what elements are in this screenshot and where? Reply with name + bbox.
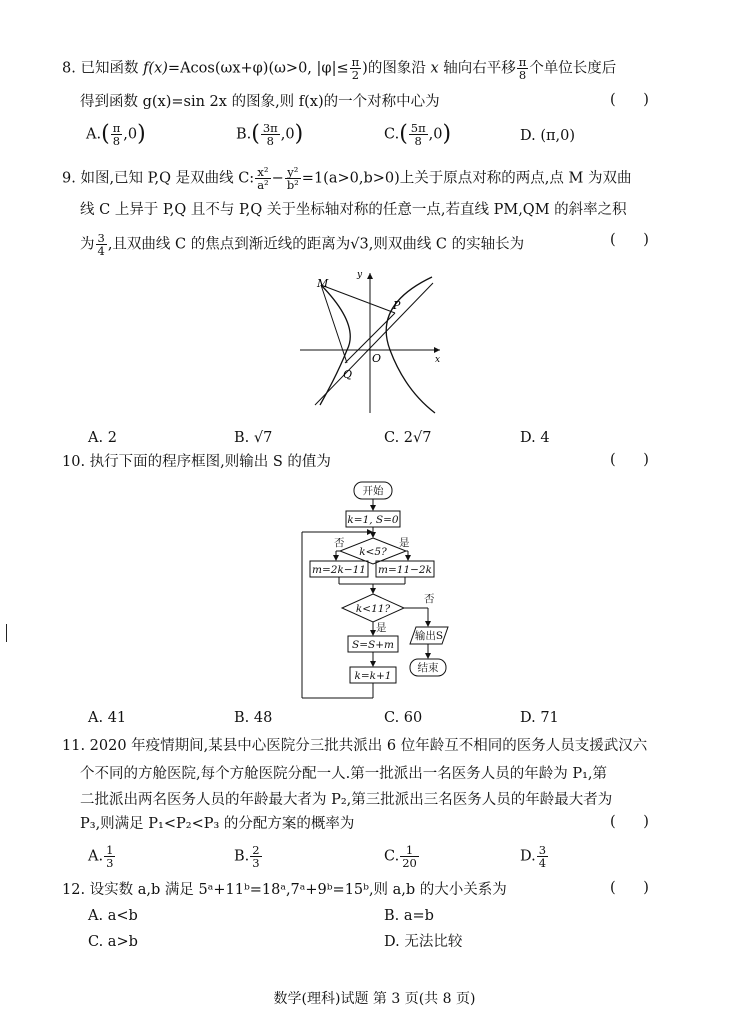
label-O: O [372, 352, 382, 365]
flow-cond1: k<5? [359, 546, 387, 558]
q11-option-d: D. $\frac{3}{4}$ [520, 843, 547, 870]
q12-option-c: C. a>b [88, 934, 138, 950]
y-axis-arrow [367, 273, 373, 279]
flow-inc: k=k+1 [354, 670, 392, 682]
q11-option-b: B. $\frac{2}{3}$ [234, 843, 260, 870]
q12-option-d: D. 无法比较 [384, 934, 463, 950]
label-P: P [393, 299, 401, 312]
flow-left: m=2k−11 [312, 564, 366, 576]
q11-option-c: C. $\frac{1}{20}$ [384, 843, 417, 870]
q8-option-b: B.( $\frac{3\pi}{8}$ ,0) [236, 121, 304, 148]
q10-option-c: C. 60 [384, 710, 423, 726]
asymptote-1 [315, 283, 433, 405]
q9-option-b: B. √7 [234, 430, 273, 446]
q10-option-d: D. 71 [520, 710, 559, 726]
q9-line3: 为 $\frac{3}{4}$ ,且双曲线 C 的焦点到渐近线的距离为√3,则双曲线 C 的实轴长为 [80, 231, 525, 258]
q11-answer-paren: ( ) [610, 814, 649, 830]
flow-right: m=11−2k [378, 564, 432, 576]
q12-answer-paren: ( ) [610, 880, 649, 896]
q8-line1: 8. 已知函数 f(x)=Acos(ωx+φ)(ω>0, |φ|≤ $\frac{\pi}{2}$ )的图象沿 x 轴向右平移 $\frac{\pi}{8}$ 个单位长度后 [62, 55, 617, 82]
flow-cond2: k<11? [355, 603, 391, 615]
q12-option-a: A. a<b [88, 908, 138, 924]
flow-no1: 否 [334, 537, 345, 549]
flow-yes2: 是 [376, 622, 387, 634]
x-axis-arrow [434, 347, 440, 353]
flow-start: 开始 [362, 485, 384, 497]
q8-answer-paren: ( ) [610, 92, 649, 108]
q10-line1: 10. 执行下面的程序框图,则输出 S 的值为 [62, 454, 331, 470]
flow-end: 结束 [417, 662, 439, 674]
margin-mark [6, 624, 7, 642]
q9-answer-paren: ( ) [610, 232, 649, 248]
q11-line4: P₃,则满足 P₁<P₂<P₃ 的分配方案的概率为 [80, 816, 355, 832]
flow-output: 输出S [414, 630, 444, 642]
line-MP [321, 285, 395, 313]
label-x: x [435, 355, 441, 365]
q8-option-d: D. (π,0) [520, 128, 576, 144]
q11-line2: 个不同的方舱医院,每个方舱医院分配一人.第一批派出一名医务人员的年龄为 P₁,第 [80, 766, 608, 782]
right-branch [386, 277, 435, 413]
q9-line1: 9. 如图,已知 P,Q 是双曲线 C: $\frac{\text{x²}}{\text{a²}}$ − $\frac{\text{y²}}{\text{b²}}$ =1(a>0,b>0)上关于原点对称的两点,点 M 为双曲 [62, 165, 632, 192]
left-branch [320, 285, 353, 405]
label-Q: Q [343, 368, 353, 381]
q12-option-b: B. a=b [384, 908, 434, 924]
q9-option-d: D. 4 [520, 430, 550, 446]
line-MQ [321, 285, 347, 363]
q8-option-a: A.( $\frac{\pi}{8}$ ,0) [86, 121, 146, 148]
flow-yes1: 是 [399, 537, 410, 549]
q8-line2: 得到函数 g(x)=sin 2x 的图象,则 f(x)的一个对称中心为 [80, 94, 440, 110]
q9-option-a: A. 2 [88, 430, 117, 446]
flow-no2: 否 [424, 593, 435, 605]
q11-line3: 二批派出两名医务人员的年龄最大者为 P₂,第三批派出三名医务人员的年龄最大者为 [80, 792, 613, 808]
label-y: y [357, 270, 363, 280]
q9-option-c: C. 2√7 [384, 430, 432, 446]
q12-line1: 12. 设实数 a,b 满足 5ᵃ+11ᵇ=18ᵃ,7ᵃ+9ᵇ=15ᵇ,则 a,b 的大小关系为 [62, 882, 507, 898]
hyperbola-figure [295, 265, 445, 415]
flow-init: k=1, S=0 [347, 514, 399, 526]
q10-answer-paren: ( ) [610, 452, 649, 468]
flowchart [296, 478, 466, 704]
flow-update: S=S+m [352, 639, 394, 651]
q10-option-b: B. 48 [234, 710, 273, 726]
page-footer: 数学(理科)试题 第 3 页(共 8 页) [273, 991, 476, 1007]
q11-line1: 11. 2020 年疫情期间,某县中心医院分三批共派出 6 位年龄互不相同的医务人员支援武汉六 [62, 738, 648, 754]
q10-option-a: A. 41 [88, 710, 127, 726]
q8-option-c: C.( $\frac{5\pi}{8}$ ,0) [384, 121, 452, 148]
q11-option-a: A. $\frac{1}{3}$ [88, 843, 114, 870]
label-M: M [317, 277, 329, 290]
q9-line2: 线 C 上异于 P,Q 且不与 P,Q 关于坐标轴对称的任意一点,若直线 PM,QM 的斜率之积 [80, 202, 627, 218]
